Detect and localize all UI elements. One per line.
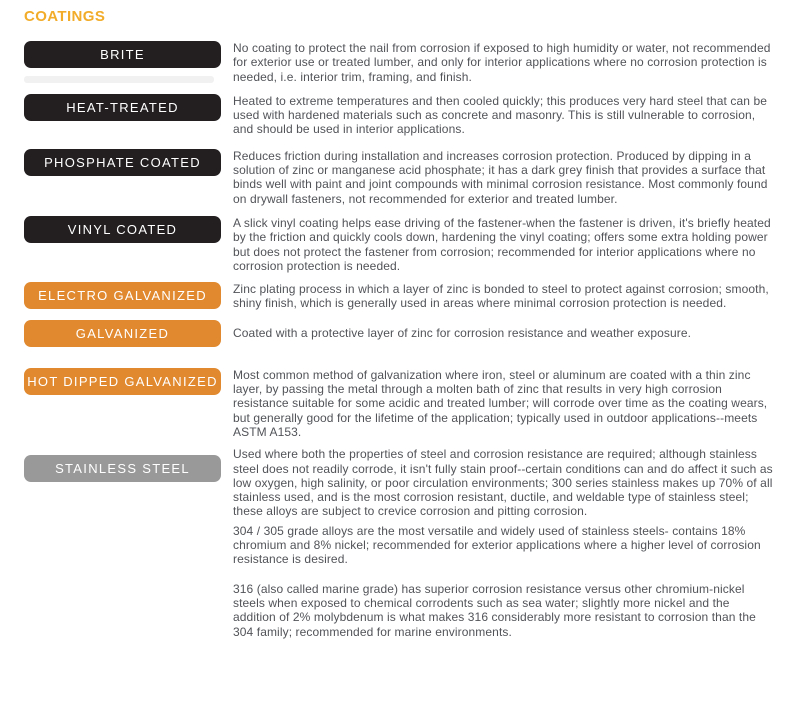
- badge-electro-galvanized: ELECTRO GALVANIZED: [24, 282, 221, 309]
- badge-column: [24, 368, 221, 395]
- description-stainless-steel: [233, 447, 773, 639]
- badge-hot-dipped-galvanized: HOT DIPPED GALVANIZED: [24, 368, 221, 395]
- paragraph: Used where both the properties of steel and corrosion resistance are required; although stainless steel does not readily corrode, it isn't fully stain proof--certain conditions can and do affect it such as low oxygen, high salinity, or poor circulation environments; 300 series stainless makes up 70% of all stainless used, and is the most corrosion resistant, ductile, and weldable type of stainless steel; these alloys are subject to crevice corrosion and pitting corrosion.: [233, 447, 773, 519]
- badge-column: [24, 320, 221, 347]
- paragraph: Heated to extreme temperatures and then cooled quickly; this produces very hard steel that can be used with hardened materials such as concrete and masonry. This is still vulnerable to corrosion, and should be used in interior applications.: [233, 93, 767, 137]
- divider-ghost-bar: [24, 76, 214, 83]
- badge-column: [24, 41, 221, 83]
- section-heat-treated: [24, 94, 773, 137]
- badge-stainless-steel: STAINLESS STEEL: [24, 455, 221, 482]
- description-brite: [233, 41, 773, 84]
- paragraph: No coating to protect the nail from corrosion if exposed to high humidity or water, not recommended for exterior use or treated lumber, and only for interior applications where no corrosion protection is needed, i.e. interior trim, framing, and finish.: [233, 41, 771, 84]
- paragraph: Zinc plating process in which a layer of zinc is bonded to steel to protect against corrosion; smooth, shiny finish, which is generally used in areas where minimal corrosion protection is needed.: [233, 282, 769, 311]
- section-phosphate-coated: [24, 149, 773, 206]
- section-electro-galvanized: [24, 282, 773, 311]
- paragraph: 316 (also called marine grade) has superior corrosion resistance versus other chromium-nickel steels when exposed to chemical corrodents such as sea water; slightly more nickel and the addition of 2% molybdenum is what makes 316 considerably more resistant to corrosion than the 304 family; recommended for marine environments.: [233, 581, 756, 639]
- badge-column: [24, 149, 221, 176]
- section-vinyl-coated: [24, 216, 773, 273]
- coatings-list: [24, 41, 773, 639]
- page-title: COATINGS: [24, 8, 106, 25]
- paragraph: Coated with a protective layer of zinc for corrosion resistance and weather exposure.: [233, 326, 692, 341]
- badge-galvanized: GALVANIZED: [24, 320, 221, 347]
- badge-column: [24, 282, 221, 309]
- description-electro-galvanized: [233, 282, 773, 311]
- description-phosphate-coated: [233, 149, 773, 206]
- paragraph: A slick vinyl coating helps ease driving of the fastener-when the fastener is driven, it's briefly heated by the friction and quickly cools down, hardening the vinyl coating; offers some extra holding power but does not protect the fastener from corrosion; recommended for interior applications where no corrosion protection is needed.: [233, 215, 771, 273]
- badge-column: [24, 94, 221, 121]
- description-hot-dipped-galvanized: [233, 368, 773, 439]
- paragraph: Most common method of galvanization where iron, steel or aluminum are coated with a thin zinc layer, by passing the metal through a molten bath of zinc that results in very high corrosion resistance suitable for some acidic and treated lumber; will corrode over time as the coating wears, but generally good for the lifetime of the application; typically used in outdoor applications--meets ASTM A153.: [233, 367, 768, 439]
- description-vinyl-coated: [233, 216, 773, 273]
- badge-column: [24, 216, 221, 243]
- description-galvanized: [233, 326, 773, 340]
- badge-phosphate-coated: PHOSPHATE COATED: [24, 149, 221, 176]
- badge-heat-treated: HEAT-TREATED: [24, 94, 221, 121]
- badge-column: [24, 447, 221, 482]
- section-galvanized: [24, 320, 773, 347]
- section-hot-dipped-galvanized: [24, 368, 773, 439]
- badge-vinyl-coated: VINYL COATED: [24, 216, 221, 243]
- badge-brite: BRITE: [24, 41, 221, 68]
- paragraph: Reduces friction during installation and increases corrosion protection. Produced by dipping in a solution of zinc or manganese acid phosphate; it has a dark grey finish that provides a surface that binds well with paint and joint compounds with minimal corrosion resistance. Most commonly found on drywall fasteners, not recommended for exterior and treated lumber.: [233, 148, 768, 206]
- paragraph: 304 / 305 grade alloys are the most versatile and widely used of stainless steels- contains 18% chromium and 8% nickel; recommended for exterior applications where a higher level of corrosion resistance is desired.: [233, 523, 761, 567]
- description-heat-treated: [233, 94, 773, 137]
- section-brite: [24, 41, 773, 84]
- section-stainless-steel: [24, 447, 773, 639]
